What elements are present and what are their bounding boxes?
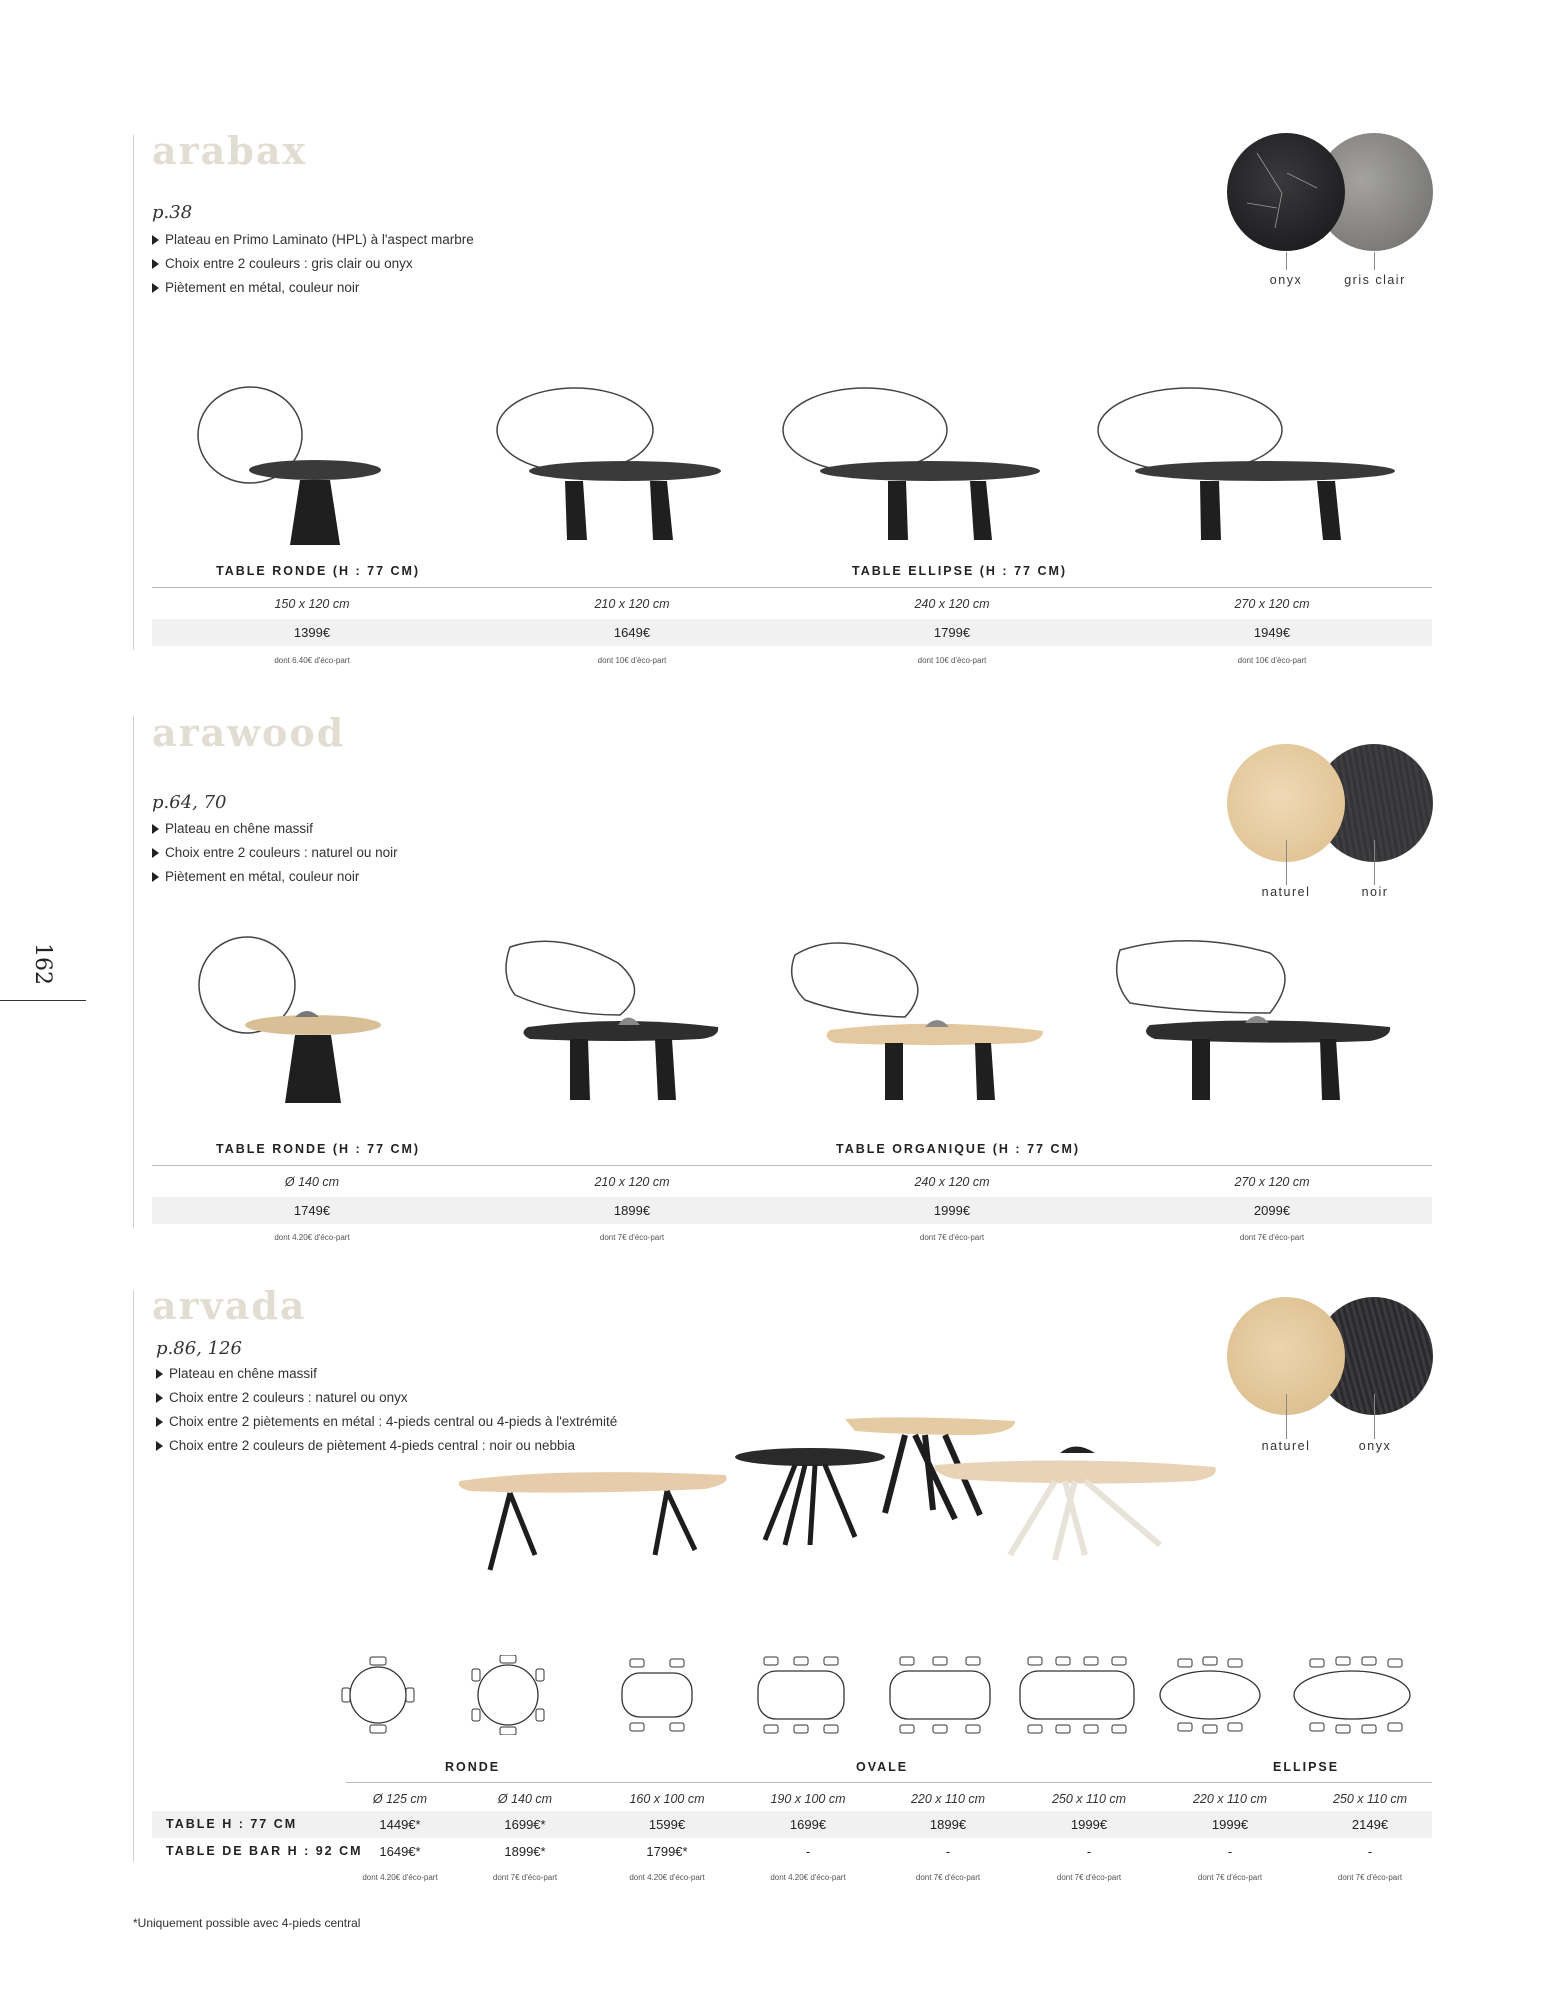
bar-price-cell: -: [1086, 1844, 1092, 1859]
size-cell: 270 x 120 cm: [1234, 597, 1310, 611]
arawood-round-table-illustration: [195, 935, 395, 1110]
feature-item: Piètement en métal, couleur noir: [152, 865, 398, 889]
bar-price-cell: -: [945, 1844, 951, 1859]
price-cell: 1699€: [789, 1817, 827, 1832]
arawood-page-ref: p.64, 70: [152, 792, 227, 813]
arawood-vertical-rule: [133, 716, 134, 1228]
swatch-onyx: [1227, 133, 1345, 251]
feature-item: Choix entre 2 couleurs : naturel ou noir: [152, 841, 398, 865]
bar-price-cell: -: [1367, 1844, 1373, 1859]
price-cell: 1899€: [929, 1817, 967, 1832]
arabax-category-round: TABLE RONDE (H : 77 CM): [216, 564, 421, 578]
price-cell: 1449€*: [379, 1817, 421, 1832]
size-cell: 150 x 120 cm: [274, 597, 350, 611]
price-cell: 1799€: [933, 625, 971, 640]
arabax-features: [152, 228, 474, 300]
ellipse-220-diagram: [1160, 1657, 1260, 1733]
feature-item: Plateau en chêne massif: [152, 817, 398, 841]
size-cell: Ø 125 cm: [372, 1792, 428, 1806]
size-cell: Ø 140 cm: [284, 1175, 340, 1189]
feature-item: Piètement en métal, couleur noir: [152, 276, 474, 300]
eco-part-cell: dont 4.20€ d'éco-part: [770, 1873, 846, 1882]
eco-part-cell: dont 6.40€ d'éco-part: [274, 656, 350, 665]
price-cell: 1899€: [613, 1203, 651, 1218]
swatch-label-naturel: naturel: [1261, 885, 1311, 899]
size-cell: 250 x 110 cm: [1332, 1792, 1408, 1806]
price-cell: 1999€: [1211, 1817, 1249, 1832]
price-cell: 1649€: [613, 625, 651, 640]
feature-item: Choix entre 2 couleurs : gris clair ou onyx: [152, 252, 474, 276]
eco-part-cell: dont 7€ d'éco-part: [1239, 1233, 1305, 1242]
eco-part-cell: dont 4.20€ d'éco-part: [274, 1233, 350, 1242]
table-rule: [346, 1782, 1432, 1783]
bar-price-cell: -: [805, 1844, 811, 1859]
arabax-ellipse-table-1-illustration: [495, 385, 735, 555]
size-cell: 210 x 120 cm: [594, 597, 670, 611]
size-cell: 220 x 110 cm: [1192, 1792, 1268, 1806]
ellipse-250-diagram: [1294, 1657, 1410, 1733]
feature-item: Plateau en Primo Laminato (HPL) à l'aspect marbre: [152, 228, 474, 252]
swatch-leader: [1374, 1394, 1375, 1439]
arvada-group-ellipse: ELLIPSE: [1273, 1760, 1340, 1774]
swatch-label-gris-clair: gris clair: [1344, 273, 1406, 287]
eco-part-cell: dont 10€ d'éco-part: [597, 656, 667, 665]
eco-part-cell: dont 7€ d'éco-part: [599, 1233, 665, 1242]
row-label-table: TABLE H : 77 CM: [166, 1817, 298, 1831]
arawood-organic-table-1-illustration: [500, 935, 740, 1110]
size-cell: 250 x 110 cm: [1051, 1792, 1127, 1806]
eco-part-cell: dont 7€ d'éco-part: [919, 1233, 985, 1242]
arabax-vertical-rule: [133, 135, 134, 650]
price-cell: 1599€: [648, 1817, 686, 1832]
size-cell: 240 x 120 cm: [914, 1175, 990, 1189]
swatch-leader: [1374, 252, 1375, 270]
page-number: 162: [30, 943, 55, 985]
swatch-label-naturel: naturel: [1261, 1439, 1311, 1453]
oval-250-diagram: [1020, 1657, 1134, 1733]
arvada-group-ronde: RONDE: [445, 1760, 501, 1774]
size-cell: 160 x 100 cm: [629, 1792, 705, 1806]
price-cell: 1999€: [933, 1203, 971, 1218]
page-side-rule: [0, 1000, 86, 1001]
price-cell: 2099€: [1253, 1203, 1291, 1218]
eco-part-cell: dont 4.20€ d'éco-part: [362, 1873, 438, 1882]
price-cell: 1949€: [1253, 625, 1291, 640]
arawood-category-round: TABLE RONDE (H : 77 CM): [216, 1142, 421, 1156]
table-rule: [152, 587, 1432, 588]
price-cell: 1749€: [293, 1203, 331, 1218]
arvada-page-ref: p.86, 126: [156, 1338, 242, 1359]
swatch-label-onyx: onyx: [1358, 1439, 1392, 1453]
arawood-organic-table-3-illustration: [1110, 935, 1410, 1110]
size-cell: 210 x 120 cm: [594, 1175, 670, 1189]
arawood-category-organic: TABLE ORGANIQUE (H : 77 CM): [836, 1142, 1081, 1156]
arabax-title: arabax: [152, 128, 308, 173]
eco-part-cell: dont 7€ d'éco-part: [1337, 1873, 1403, 1882]
bar-price-cell: 1649€*: [379, 1844, 421, 1859]
arabax-round-table-illustration: [195, 385, 395, 555]
swatch-leader: [1374, 840, 1375, 885]
bar-price-cell: 1899€*: [504, 1844, 546, 1859]
swatch-leader: [1286, 252, 1287, 270]
arabax-category-ellipse: TABLE ELLIPSE (H : 77 CM): [852, 564, 1068, 578]
arvada-shape-diagrams: [340, 1655, 1440, 1735]
arvada-tables-group-illustration: [455, 1415, 1235, 1595]
size-cell: 240 x 120 cm: [914, 597, 990, 611]
arabax-page-ref: p.38: [152, 202, 193, 223]
bar-price-cell: 1799€*: [646, 1844, 688, 1859]
footnote: *Uniquement possible avec 4-pieds central: [133, 1916, 361, 1930]
size-cell: 220 x 110 cm: [910, 1792, 986, 1806]
swatch-label-onyx: onyx: [1269, 273, 1303, 287]
price-cell: 2149€: [1351, 1817, 1389, 1832]
arvada-title: arvada: [152, 1283, 307, 1328]
oval-160-diagram: [622, 1659, 692, 1731]
eco-part-cell: dont 7€ d'éco-part: [492, 1873, 558, 1882]
feature-item: Choix entre 2 couleurs de piètement 4-pieds central : noir ou nebbia: [156, 1434, 617, 1458]
eco-part-cell: dont 4.20€ d'éco-part: [629, 1873, 705, 1882]
oval-190-diagram: [758, 1657, 844, 1733]
feature-item: Choix entre 2 couleurs : naturel ou onyx: [156, 1386, 617, 1410]
size-cell: 270 x 120 cm: [1234, 1175, 1310, 1189]
price-cell: 1699€*: [504, 1817, 546, 1832]
eco-part-cell: dont 7€ d'éco-part: [1056, 1873, 1122, 1882]
size-cell: 190 x 100 cm: [770, 1792, 846, 1806]
table-rule: [152, 1165, 1432, 1166]
arawood-features: [152, 817, 398, 889]
row-label-bar: TABLE DE BAR H : 92 CM: [166, 1844, 363, 1858]
round-125-diagram: [342, 1657, 414, 1733]
swatch-leader: [1286, 840, 1287, 885]
swatch-leader: [1286, 1394, 1287, 1439]
bar-price-cell: -: [1227, 1844, 1233, 1859]
arvada-group-ovale: OVALE: [856, 1760, 909, 1774]
arawood-organic-table-2-illustration: [785, 935, 1065, 1110]
arabax-ellipse-table-3-illustration: [1095, 385, 1415, 555]
size-cell: Ø 140 cm: [497, 1792, 553, 1806]
arvada-vertical-rule: [133, 1290, 134, 1862]
arabax-ellipse-table-2-illustration: [780, 385, 1060, 555]
feature-item: Choix entre 2 piètements en métal : 4-pieds central ou 4-pieds à l'extrémité: [156, 1410, 617, 1434]
swatch-label-noir: noir: [1361, 885, 1389, 899]
arawood-title: arawood: [152, 710, 346, 755]
oval-220-diagram: [890, 1657, 990, 1733]
feature-item: Plateau en chêne massif: [156, 1362, 617, 1386]
price-cell: 1399€: [293, 625, 331, 640]
round-140-diagram: [472, 1655, 544, 1735]
eco-part-cell: dont 7€ d'éco-part: [1197, 1873, 1263, 1882]
price-cell: 1999€: [1070, 1817, 1108, 1832]
eco-part-cell: dont 10€ d'éco-part: [1237, 656, 1307, 665]
marble-vein-icon: [1227, 133, 1345, 251]
eco-part-cell: dont 7€ d'éco-part: [915, 1873, 981, 1882]
eco-part-cell: dont 10€ d'éco-part: [917, 656, 987, 665]
